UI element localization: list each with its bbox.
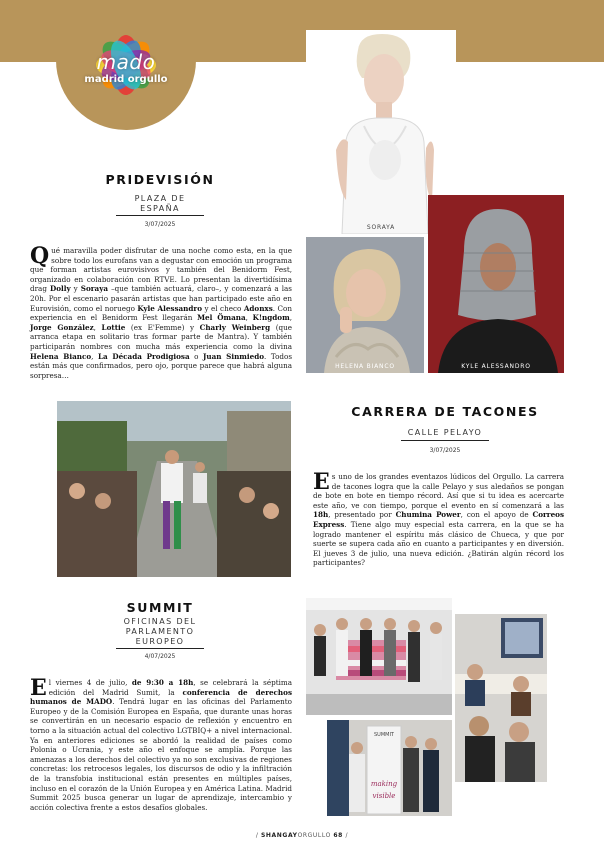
summit-conference-photo (455, 614, 547, 782)
pridevision-body (30, 243, 293, 380)
pridevision-dropcap: Q (30, 243, 50, 269)
kyle-caption: KYLE ALESSANDRO (461, 363, 531, 370)
summit-banner-photo (327, 720, 452, 816)
summit-location-1: OFICINAS DEL (123, 617, 197, 626)
carrera-rule (401, 440, 489, 441)
helena-caption: HELENA BIANCO (335, 363, 395, 370)
helena-portrait-icon (306, 237, 424, 373)
logo-mado-text: mado (96, 50, 156, 74)
pridevision-title: PRIDEVISIÓN (105, 172, 215, 187)
soraya-caption: SORAYA (366, 224, 396, 231)
summit-dropcap: E (30, 675, 47, 701)
carrera-photo (57, 401, 291, 577)
summit-group-icon (306, 598, 452, 715)
summit-title: SUMMIT (126, 600, 194, 615)
pridevision-text: ué maravilla poder disfrutar de una noche como esta, en la que sobre todo los eurofans van a degustar con emoción un programa que forman artistas eurovisivos y también del Benidorm Fest, organizado en colaboración con RTVE. Lo presentan la divertidísima drag Dolly y Soraya –que también actuará, claro–, y comenzará a las 20h. Por el escenario pasarán artistas que han participado este año en Eurovisión, como el noruego Kyle Alessandro y el checo Adonxs. Con experiencia en el Benidorm Fest llegarán Mel Ömana, K!ngdom, Jorge González, Lottie (ex E'Femme) y Charly Weinberg (que arranca etapa en solitario tras formar parte de Mantra). Y también participarán nombres con mucha más experiencia como la divina Helena Bianco, La Década Prodigiosa o Juan Sinmiedo. Todos están más que confirmados, pero ojo, porque parece que habrá alguna sorpresa… (30, 246, 293, 380)
logo-madrid-orgullo-text: madrid orgullo (84, 74, 168, 85)
footer-slash-close: / (345, 832, 349, 839)
summit-text: l viernes 4 de julio, de 9:30 a 18h, se celebrará la séptima edición del Madrid Sumit, la conferencia de derechos humanos de MADO. Tendrá lugar en las oficinas del Parlamento Europeo y de la Comisión Europea en España, que durante unas horas se convertirán en un necesario espacio de reflexión y encuentro en torno a la situación actual del colectivo LGTBIQ+ a nivel internacional. Ya en anteriores ediciones se abordó la realidad de países como Polonia o Ucrania, y este año el enfoque se amplía. Porque las amenazas a los derechos del colectivo ya no son exclusivas de regiones concretas: los retrocesos legales, los discursos de odio y la infiltración de la transfobia institucional están presentes en múltiples países, incluso en el corazón de la Unión Europea y en América Latina. Madrid Summit 2025 busca generar un lugar de aprendizaje, intercambio y acción colectiva frente a estos desafíos globales. (30, 678, 293, 812)
summit-location-3: EUROPEO (135, 637, 185, 646)
summit-banner-small: SUMMIT (374, 732, 394, 738)
carrera-text: s uno de los grandes eventazos lúdicos del Orgullo. La carrera de tacones logra que la calle Pelayo y sus aledaños se pongan de bote en bote en tiempo récord. Así que si tu idea es acercarte este año, ve con tiempo, porque el evento en sí comenzará a las 18h, presentado por Chumina Power, con el apoyo de Correos Express. Tiene algo muy especial esta carrera, en la que se ha logrado mantener el espíritu más clásico de Chueca, y que por suerte se supera cada año en cuanto a participantes y en diversión. El jueves 3 de julio, una nueva edición. ¿Batirán algún récord los participantes? (313, 472, 564, 568)
summit-rule (116, 648, 204, 649)
pridevision-date: 3/07/2025 (144, 221, 176, 228)
footer-section: ORGULLO (297, 832, 331, 839)
page-footer (0, 832, 604, 839)
footer-brand: SHANGAY (261, 832, 298, 839)
summit-group-photo (306, 598, 452, 715)
carrera-title: CARRERA DE TACONES (351, 404, 539, 419)
footer-slash-open: / (255, 832, 259, 839)
summit-body (30, 675, 293, 812)
summit-banner-making: making (370, 780, 398, 788)
helena-bianco-photo (306, 237, 424, 373)
carrera-location: CALLE PELAYO (407, 428, 483, 437)
kyle-alessandro-photo (428, 195, 564, 373)
carrera-body (313, 469, 564, 568)
summit-date: 4/07/2025 (144, 653, 176, 660)
summit-banner-visible: visible (372, 792, 396, 800)
carrera-date: 3/07/2025 (429, 447, 461, 454)
kyle-portrait-icon (428, 195, 564, 373)
carrera-crowd-icon (57, 401, 291, 577)
carrera-dropcap: E (313, 469, 330, 495)
mado-logo (56, 18, 196, 130)
summit-location-2: PARLAMENTO (125, 627, 195, 636)
pridevision-rule (116, 215, 204, 216)
footer-page-number: 68 (333, 832, 343, 839)
pridevision-location-2: ESPAÑA (140, 204, 180, 213)
pridevision-location-1: PLAZA DE (134, 194, 186, 203)
summit-conference-icon (455, 614, 547, 782)
